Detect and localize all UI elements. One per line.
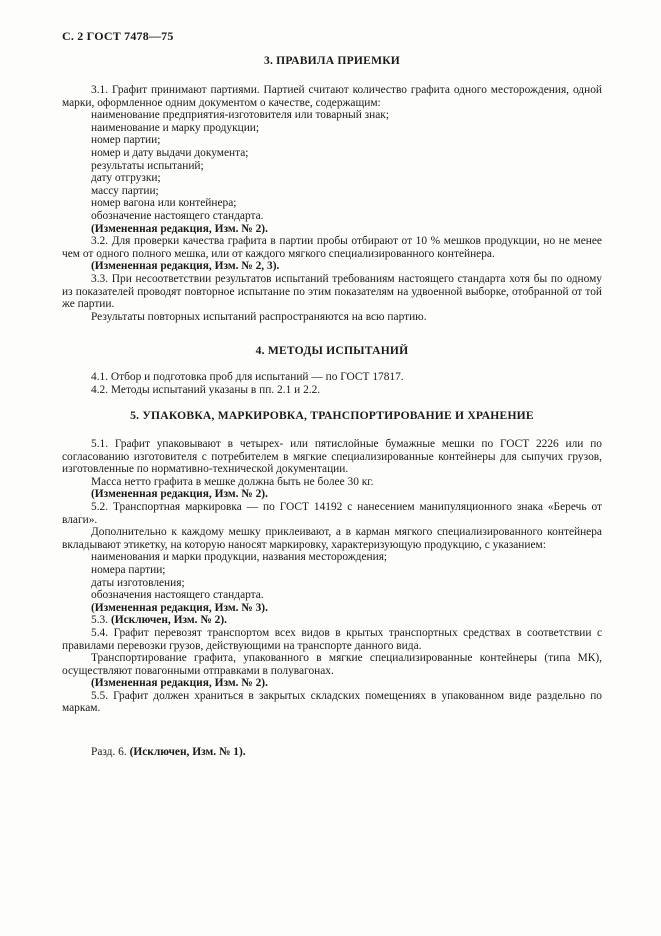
paragraph-5-4-containers: Транспортирование графита, упакованного в мягкие специализированные контейнеры (типа МК), осуществляют повагонными отправками в полувагонах. (62, 652, 602, 677)
page-header: С. 2 ГОСТ 7478—75 (62, 29, 174, 43)
paragraph-3-3: 3.3. При несоответствии результатов испытаний требованиям настоящего стандарта хотя бы по одному из показателей проводят повторное испытание по этим показателям на удвоенной выборке, отобранной от той же партии. (62, 272, 602, 311)
clause-number: 5.3. (91, 614, 109, 627)
list-item: наименование предприятия-изготовителя или товарный знак; (91, 109, 390, 122)
paragraph-4-2: 4.2. Методы испытаний указаны в пп. 2.1 и 2.2. (91, 383, 321, 396)
section-5-title: 5. УПАКОВКА, МАРКИРОВКА, ТРАНСПОРТИРОВАНИЕ И ХРАНЕНИЕ (130, 409, 534, 422)
list-item: дату отгрузки; (91, 172, 161, 185)
paragraph-3-2: 3.2. Для проверки качества графита в партии пробы отбирают от 10 % мешков продукции, но не менее чем от одного полного мешка, или от каждого мягкого специализированного контейнера. (62, 235, 602, 260)
list-item: номер вагона или контейнера; (91, 197, 237, 210)
paragraph-5-2-label: Дополнительно к каждому мешку приклеивают, а в карман мягкого специализированного контейнера вкладывают этикетку, на которую наносят маркировку, характеризующую продукцию, с указанием: (62, 526, 602, 551)
section-5-body (62, 438, 602, 715)
paragraph-5-2: 5.2. Транспортная маркировка — по ГОСТ 14192 с нанесением манипуляционного знака «Беречь от влаги». (62, 500, 602, 526)
paragraph-5-1-mass: Масса нетто графита в мешке должна быть не более 30 кг. (91, 475, 374, 488)
section-6-note (62, 746, 602, 759)
list-item: результаты испытаний; (91, 159, 204, 172)
amendment-note: (Измененная редакция, Изм. № 2). (91, 488, 268, 501)
paragraph-3-3-results: Результаты повторных испытаний распространяются на всю партию. (91, 310, 427, 323)
excluded-note: (Исключен, Изм. № 2). (110, 614, 227, 627)
excluded-note: (Исключен, Изм. № 1). (129, 746, 246, 758)
list-item: номер и дату выдачи документа; (91, 146, 249, 159)
list-item: номер партии; (91, 134, 161, 147)
list-item: наименование и марку продукции; (91, 121, 260, 134)
amendment-note: (Измененная редакция, Изм. № 2, 3). (91, 260, 280, 273)
section-6-prefix: Разд. 6. (91, 746, 127, 758)
list-item: номера партии; (91, 563, 166, 576)
amendment-note: (Измененная редакция, Изм. № 2). (91, 677, 268, 690)
paragraph-5-4: 5.4. Графит перевозят транспортом всех видов в крытых транспортных средствах в соответствии с правилами перевозки грузов, действующими на транспорте данного вида. (62, 626, 602, 652)
list-item: массу партии; (91, 184, 159, 197)
section-3-title: 3. ПРАВИЛА ПРИЕМКИ (263, 54, 401, 67)
amendment-note: (Измененная редакция, Изм. № 2). (91, 222, 268, 235)
paragraph-5-5: 5.5. Графит должен храниться в закрытых складских помещениях в упакованном виде раздельно по маркам. (62, 689, 602, 715)
list-item: наименования и марки продукции, названия месторождения; (91, 551, 388, 564)
section-3-body (62, 84, 602, 323)
paragraph-5-1: 5.1. Графит упаковывают в четырех- или пятислойные бумажные мешки по ГОСТ 2226 или по согласованию изготовителя с потребителем в мягкие специализированные контейнеры для сыпучих грузов, изготовленные по нормативно-технической документации. (62, 438, 602, 476)
paragraph-5-3 (62, 614, 602, 627)
paragraph-4-1: 4.1. Отбор и подготовка проб для испытаний — по ГОСТ 17817. (91, 371, 404, 383)
list-item: обозначения настоящего стандарта. (91, 589, 264, 602)
section-4-body (62, 371, 602, 396)
paragraph-3-1: 3.1. Графит принимают партиями. Партией считают количество графита одного месторождения, одной марки, оформленное одним документом о качестве, содержащим: (62, 84, 602, 109)
list-item: даты изготовления; (91, 576, 185, 589)
amendment-note: (Измененная редакция, Изм. № 3). (91, 601, 268, 614)
section-4-title: 4. МЕТОДЫ ИСПЫТАНИЙ (255, 344, 409, 357)
list-item: обозначение настоящего стандарта. (91, 209, 264, 222)
